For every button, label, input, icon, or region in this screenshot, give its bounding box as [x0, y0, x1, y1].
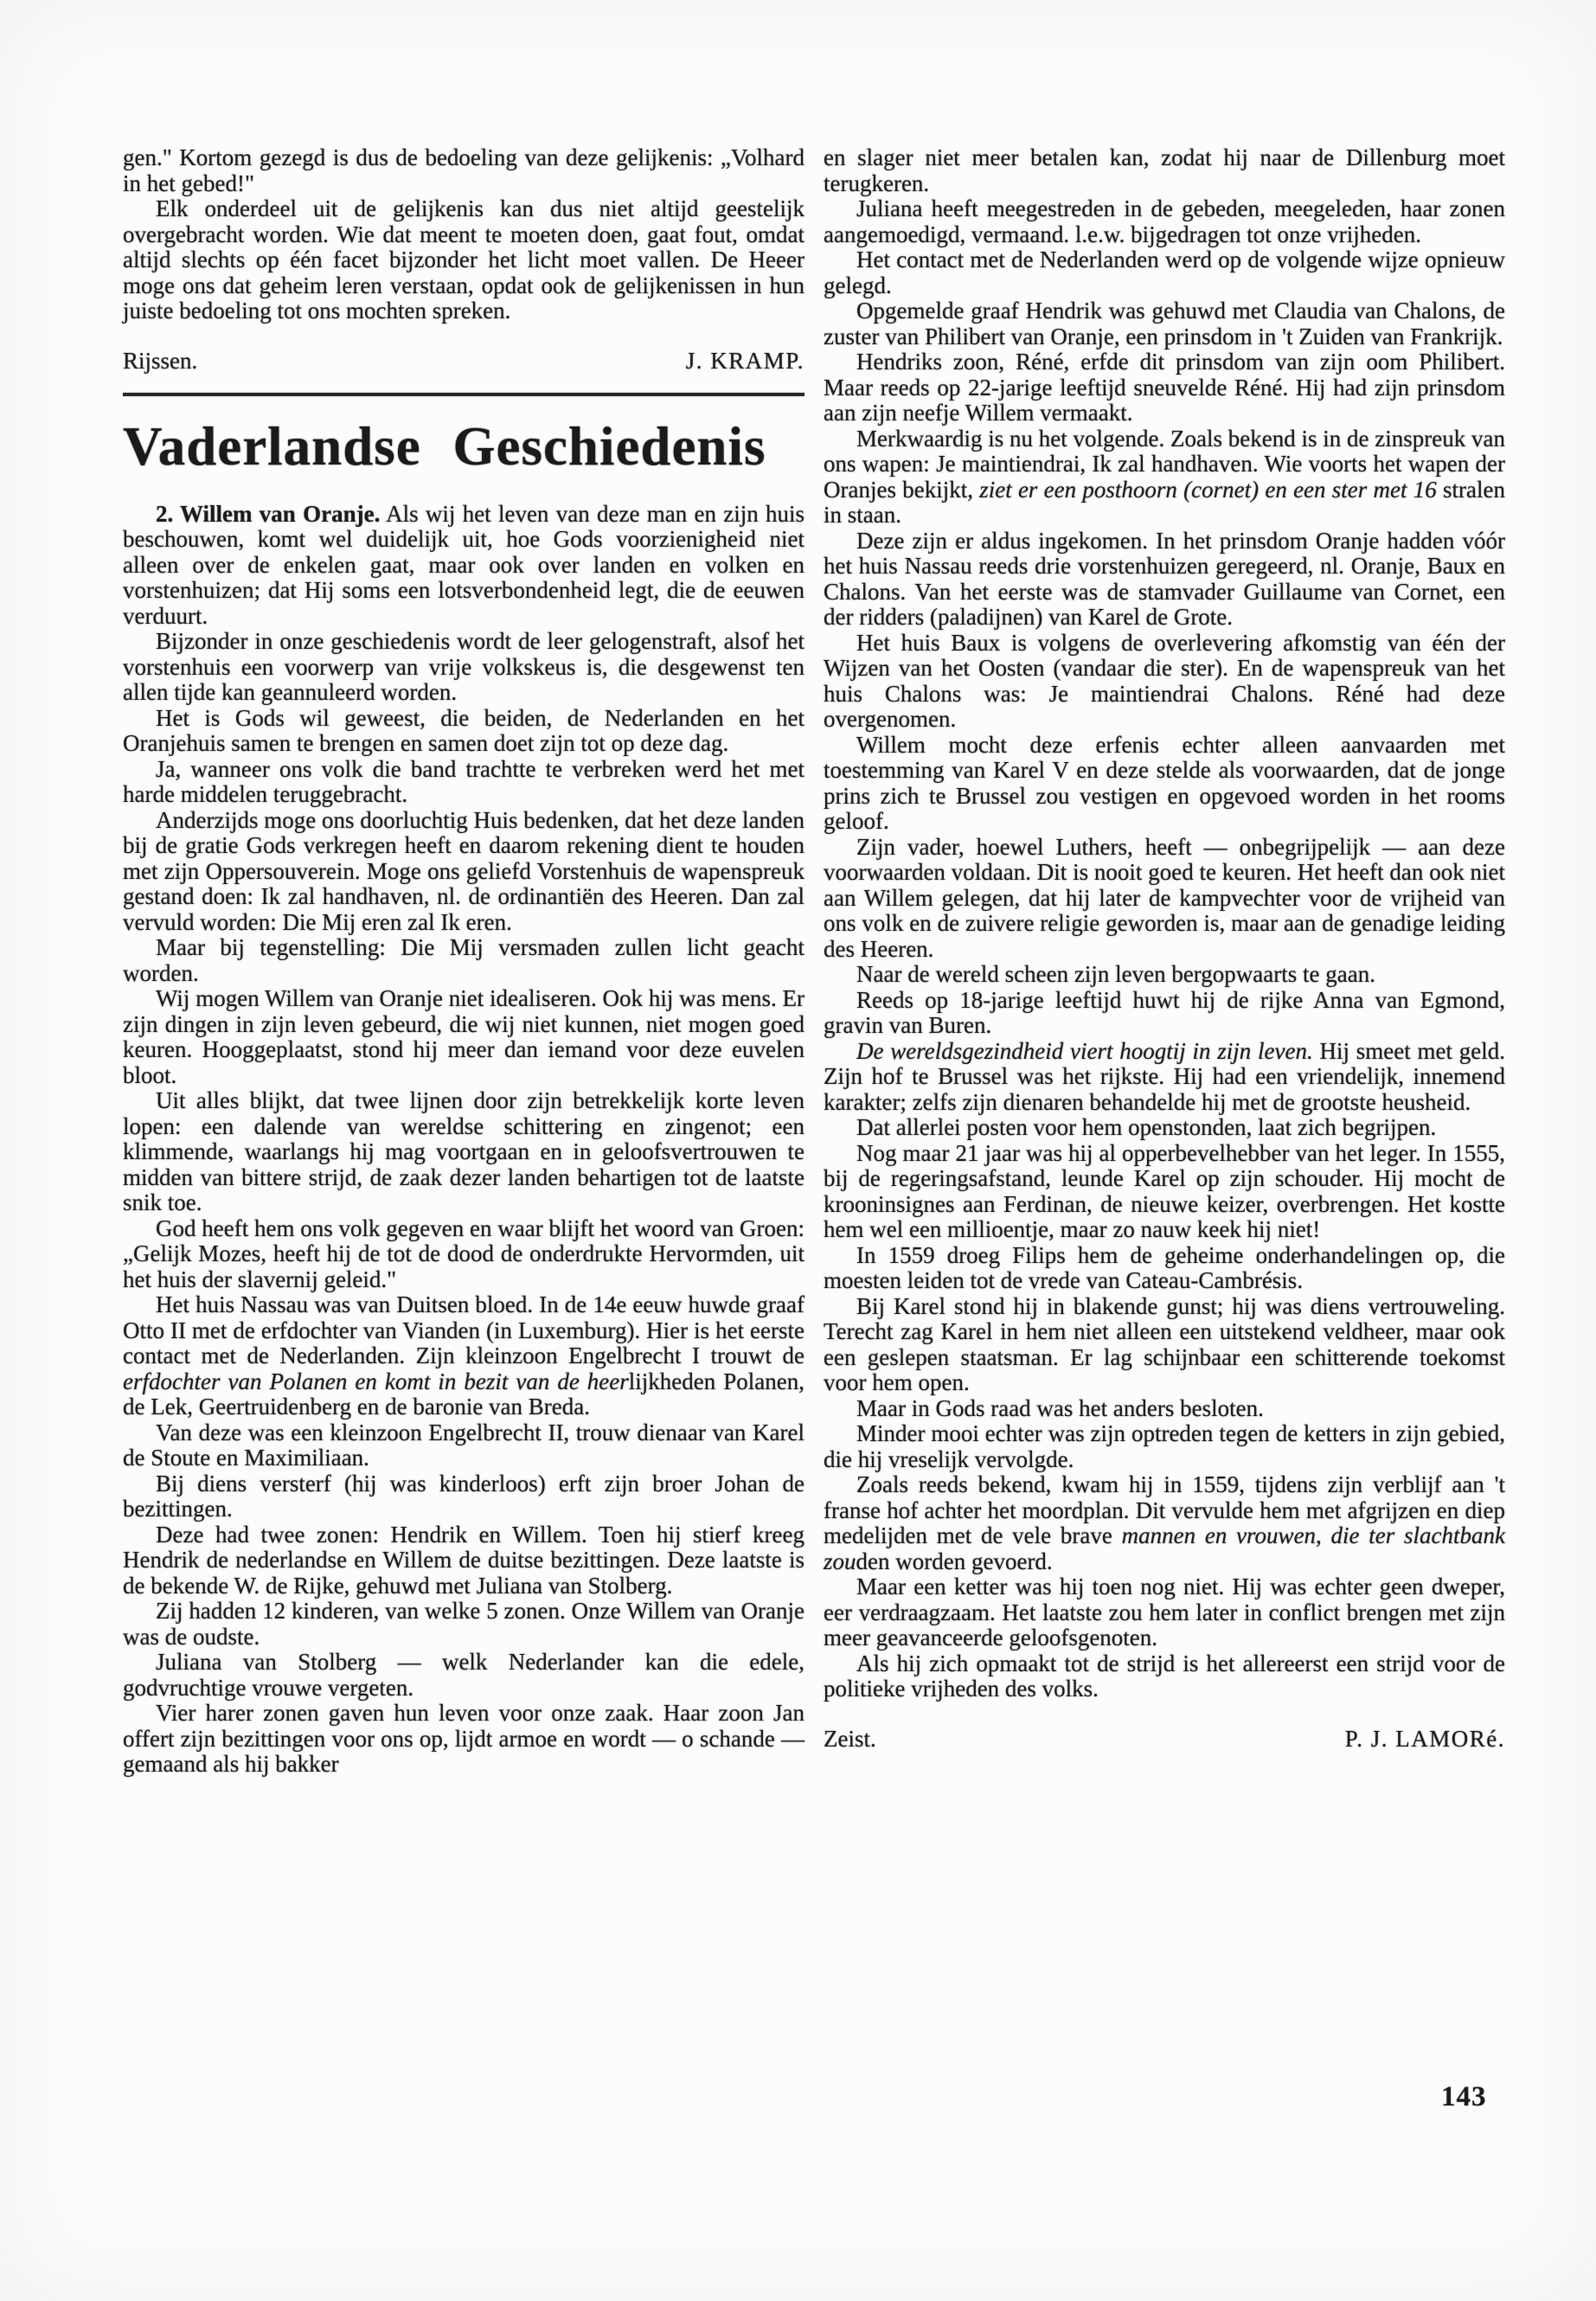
- paragraph: [824, 1294, 1505, 1396]
- paragraph: [123, 757, 804, 808]
- paragraph: [824, 196, 1505, 247]
- text-segment: Willem mocht deze erfenis echter alleen aanvaarden met toestemming van Karel V en deze stelde als voorwaarden, dat de jonge prins zich te Brussel zou vestigen en opgevoed worden in het rooms geloof.: [824, 731, 1505, 834]
- text-segment: Zijn vader, hoewel Luthers, heeft — onbegrijpelijk — aan deze voorwaarden voldaan. Dit is nooit goed te keuren. Het heeft dan ook niet aan Willem gelegen, dat hij later de kampvechter voor de vrijheid van ons volk en de zuivere religie geworden is, maar aan de genadige leiding des Heeren.: [824, 833, 1505, 962]
- article-signature-row: [824, 1727, 1505, 1753]
- text-segment: Anderzijds moge ons doorluchtig Huis bedenken, dat het deze landen bij de gratie Gods verkregen heeft en daarom rekening dient te houden met zijn Oppersouverein. Moge ons geliefd Vorstenhuis de wapenspreuk gestand doen: Ik zal handhaven, nl. de ordinantiën des Heeren. Dan zal vervuld worden: Die Mij eren zal Ik eren.: [123, 806, 804, 935]
- article-left-text: [123, 502, 804, 1778]
- italic-segment: ziet er een posthoorn (cornet) en een ster met 16: [979, 476, 1437, 503]
- paragraph: [123, 1701, 804, 1778]
- text-segment: Reeds op 18-jarige leeftijd huwt hij de rijke Anna van Egmond, gravin van Buren.: [824, 986, 1505, 1038]
- text-segment: lijkheden Polanen, de Lek, Geertruidenberg en de baronie van Breda.: [123, 1368, 804, 1420]
- paragraph: [123, 1599, 804, 1650]
- paragraph: [824, 145, 1505, 196]
- text-segment: Hendriks zoon, Réné, erfde dit prinsdom van zijn oom Philibert. Maar reeds op 22-jarige leeftijd sneuvelde Réné. Hij had zijn prinsdom aan zijn neefje Willem vermaakt.: [824, 349, 1505, 426]
- text-segment: Maar in Gods raad was het anders besloten.: [856, 1394, 1264, 1421]
- paragraph: [824, 298, 1505, 349]
- text-segment: Van deze was een kleinzoon Engelbrecht II, trouw dienaar van Karel de Stoute en Maximiliaan.: [123, 1419, 804, 1471]
- paragraph: [824, 1574, 1505, 1651]
- paragraph: [824, 1651, 1505, 1702]
- paragraph: [123, 986, 804, 1088]
- paragraph: [824, 962, 1505, 988]
- text-segment: Het huis Nassau was van Duitsen bloed. In de 14e eeuw huwde graaf Otto II met de erfdochter van Vianden (in Luxemburg). Hier is het eerste contact met de Nederlanden. Zijn kleinzoon Engelbrecht I trouwt de: [123, 1292, 804, 1369]
- intro-signature-author: J. KRAMP.: [685, 347, 804, 374]
- article-title: Vaderlandse Geschiedenis: [123, 416, 766, 477]
- paragraph: [123, 629, 804, 706]
- text-segment: Merkwaardig is nu het volgende. Zoals bekend is in de zinspreuk van ons wapen: Je maintiendrai, Ik zal handhaven. Wie voorts het wapen der Oranjes bekijkt,: [824, 425, 1505, 503]
- paragraph: [824, 1141, 1505, 1243]
- text-segment: Maar een ketter was hij toen nog niet. Hij was echter geen dweper, eer verdraagzaam. Het laatste zou hem later in conflict brengen met zijn meer geavanceerde geloofsgenoten.: [824, 1574, 1505, 1650]
- paragraph: [123, 1420, 804, 1471]
- paragraph: [824, 1039, 1505, 1116]
- text-segment: Vier harer zonen gaven hun leven voor onze zaak. Haar zoon Jan offert zijn bezittingen voor ons op, lijdt armoe en wordt — o schande — gemaand als hij bakker: [123, 1700, 804, 1778]
- text-segment: Het huis Baux is volgens de overlevering afkomstig van één der Wijzen van het Oosten (vandaar die ster). En de wapenspreuk van het huis Chalons was: Je maintiendrai Chalons. Réné had deze overgenomen.: [824, 629, 1505, 732]
- paragraph: [123, 808, 804, 936]
- text-segment: gen." Kortom gezegd is dus de bedoeling van deze gelijkenis: „Volhard in het gebed!": [123, 144, 804, 196]
- intro-article-end: [123, 145, 804, 324]
- article-signature-place: Zeist.: [824, 1725, 876, 1752]
- italic-segment: erfdochter van Polanen en komt in bezit van de heer: [123, 1368, 629, 1394]
- paragraph: [123, 145, 804, 196]
- text-segment: Zij hadden 12 kinderen, van welke 5 zonen. Onze Willem van Oranje was de oudste.: [123, 1598, 804, 1650]
- text-segment: God heeft hem ons volk gegeven en waar blijft het woord van Groen: „Gelijk Mozes, heeft hij de tot de dood de onderdrukte Hervormden, uit het huis der slavernij geleid.": [123, 1215, 804, 1292]
- text-segment: Ja, wanneer ons volk die band trachtte te verbreken werd het met harde middelen teruggebracht.: [123, 755, 804, 808]
- text-segment: Het is Gods wil geweest, die beiden, de Nederlanden en het Oranjehuis samen te brengen en samen doet zijn tot op deze dag.: [123, 704, 804, 757]
- text-segment: Bij diens versterf (hij was kinderloos) erft zijn broer Johan de bezittingen.: [123, 1470, 804, 1522]
- paragraph: [824, 349, 1505, 426]
- text-segment: Bijzonder in onze geschiedenis wordt de leer gelogenstraft, alsof het vorstenhuis een voorwerp van vrije volkskeus is, die desgewenst ten allen tijde kan geannuleerd worden.: [123, 628, 804, 706]
- bold-lead: 2. Willem van Oranje.: [156, 500, 381, 527]
- paragraph: [123, 1522, 804, 1599]
- paragraph: [824, 529, 1505, 631]
- italic-segment: De wereldsgezindheid viert hoogtij in zijn leven.: [856, 1037, 1313, 1064]
- paragraph: [824, 988, 1505, 1039]
- paragraph: [824, 835, 1505, 963]
- text-segment: Uit alles blijkt, dat twee lijnen door zijn betrekkelijk korte leven lopen: een dalende van wereldse schittering en zingenot; een klimmende, waarlangs hij mag voortgaan en in geloofsvertrouwen te midden van bittere strijd, de zaak dezer landen behartigen tot de laatste snik toe.: [123, 1087, 804, 1216]
- text-segment: Elk onderdeel uit de gelijkenis kan dus niet altijd geestelijk overgebracht worden. Wie dat meent te moeten doen, gaat fout, omdat altijd slechts op één facet bijzonder het licht moet vallen. De Heeer moge ons dat geheim leren verstaan, opdat ook de gelijkenissen in hun juiste bedoeling tot ons mochten spreken.: [123, 195, 804, 324]
- text-segment: In 1559 droeg Filips hem de geheime onderhandelingen op, die moesten leiden tot de vrede van Cateau-Cambrésis.: [824, 1241, 1505, 1293]
- paragraph: [123, 1088, 804, 1216]
- paragraph: [824, 1421, 1505, 1472]
- paragraph: [123, 1471, 804, 1522]
- paragraph: [824, 247, 1505, 298]
- divider-rule: [123, 393, 804, 396]
- text-segment: Nog maar 21 jaar was hij al opperbevelhebber van het leger. In 1555, bij de regeringsafstand, leunde Karel op zijn schouder. Hij mocht de krooninsignes aan Ferdinan, de nieuwe keizer, overbrengen. Het kostte hem wel een millioentje, maar zo nauw keek hij niet!: [824, 1139, 1505, 1242]
- text-segment: Bij Karel stond hij in blakende gunst; hij was diens vertrouweling. Terecht zag Karel in hem niet alleen een uitstekend veldheer, maar ook een geslepen staatsman. Er lag schijnbaar een schitterende toekomst voor hem open.: [824, 1292, 1505, 1395]
- article-signature-author: P. J. LAMORé.: [1344, 1725, 1505, 1752]
- paragraph: [824, 631, 1505, 733]
- page-number: 143: [1441, 2081, 1487, 2112]
- text-segment: den worden gevoerd.: [856, 1548, 1053, 1574]
- left-column: [123, 145, 804, 1778]
- text-segment: stralen in staan.: [824, 476, 1505, 528]
- article-right-text: [824, 145, 1505, 1702]
- text-segment: Deze had twee zonen: Hendrik en Willem. Toen hij stierf kreeg Hendrik de nederlandse en Willem de duitse bezittingen. Deze laatste is de bekende W. de Rijke, gehuwd met Juliana van Stolberg.: [123, 1521, 804, 1599]
- text-segment: Minder mooi echter was zijn optreden tegen de ketters in zijn gebied, die hij vreselijk vervolgde.: [824, 1420, 1505, 1472]
- paragraph: [824, 1243, 1505, 1294]
- paragraph: [123, 196, 804, 324]
- text-segment: Zoals reeds bekend, kwam hij in 1559, tijdens zijn verblijf aan 't franse hof achter het moordplan. Dit vervulde hem met afgrijzen en diep medelijden met de vele brave: [824, 1471, 1505, 1548]
- text-segment: Het contact met de Nederlanden werd op de volgende wijze opnieuw gelegd.: [824, 247, 1505, 298]
- paragraph: [123, 502, 804, 630]
- paragraph: [824, 1472, 1505, 1574]
- text-segment: Maar bij tegenstelling: Die Mij versmaden zullen licht geacht worden.: [123, 934, 804, 986]
- text-segment: Juliana heeft meegestreden in de gebeden, meegeleden, haar zonen aangemoedigd, vermaand. l.e.w. bijgedragen tot onze vrijheden.: [824, 195, 1505, 247]
- text-segment: Juliana van Stolberg — welk Nederlander kan die edele, godvruchtige vrouwe vergeten.: [123, 1649, 804, 1701]
- text-segment: Hij smeet met geld. Zijn hof te Brussel was het rijkste. Hij had een vriendelijk, innemend karakter; zelfs zijn dienaren behandelde hij met de grootste heusheid.: [824, 1037, 1505, 1115]
- text-segment: Als wij het leven van deze man en zijn huis beschouwen, komt wel duidelijk uit, hoe Gods voorzienigheid niet alleen over de enkelen gaat, maar ook over landen en volken en vorstenhuizen; dat Hij soms een lotsverbondenheid legt, die de eeuwen verduurt.: [123, 500, 805, 629]
- paragraph: [123, 706, 804, 757]
- text-segment: Deze zijn er aldus ingekomen. In het prinsdom Oranje hadden vóór het huis Nassau reeds drie vorstenhuizen geregeerd, nl. Oranje, Baux en Chalons. Van het eerste was de stamvader Guillaume van Cornet, een der ridders (paladijnen) van Karel de Grote.: [824, 527, 1505, 630]
- paragraph: [824, 1396, 1505, 1422]
- paragraph: [824, 733, 1505, 835]
- text-segment: Naar de wereld scheen zijn leven bergopwaarts te gaan.: [856, 961, 1375, 987]
- intro-signature-place: Rijssen.: [123, 347, 198, 374]
- paragraph: [824, 1115, 1505, 1141]
- intro-signature-row: [123, 349, 804, 375]
- italic-segment: mannen en vrouwen, die ter slachtbank zou: [824, 1522, 1506, 1574]
- paragraph: [824, 426, 1505, 529]
- right-column: [824, 145, 1505, 1752]
- paragraph: [123, 1216, 804, 1293]
- paragraph: [123, 935, 804, 986]
- text-segment: Als hij zich opmaakt tot de strijd is het allereerst een strijd voor de politieke vrijheden des volks.: [824, 1650, 1505, 1702]
- paragraph: [123, 1650, 804, 1701]
- paragraph: [123, 1292, 804, 1420]
- text-segment: Wij mogen Willem van Oranje niet idealiseren. Ook hij was mens. Er zijn dingen in zijn leven gebeurd, die wij niet kunnen, niet mogen goed keuren. Hooggeplaatst, stond hij meer dan iemand voor deze euvelen bloot.: [123, 985, 804, 1088]
- text-segment: Dat allerlei posten voor hem openstonden, laat zich begrijpen.: [856, 1114, 1437, 1140]
- text-segment: Opgemelde graaf Hendrik was gehuwd met Claudia van Chalons, de zuster van Philibert van Oranje, een prinsdom in 't Zuiden van Frankrijk.: [824, 298, 1505, 349]
- text-segment: en slager niet meer betalen kan, zodat hij naar de Dillenburg moet terugkeren.: [824, 144, 1505, 196]
